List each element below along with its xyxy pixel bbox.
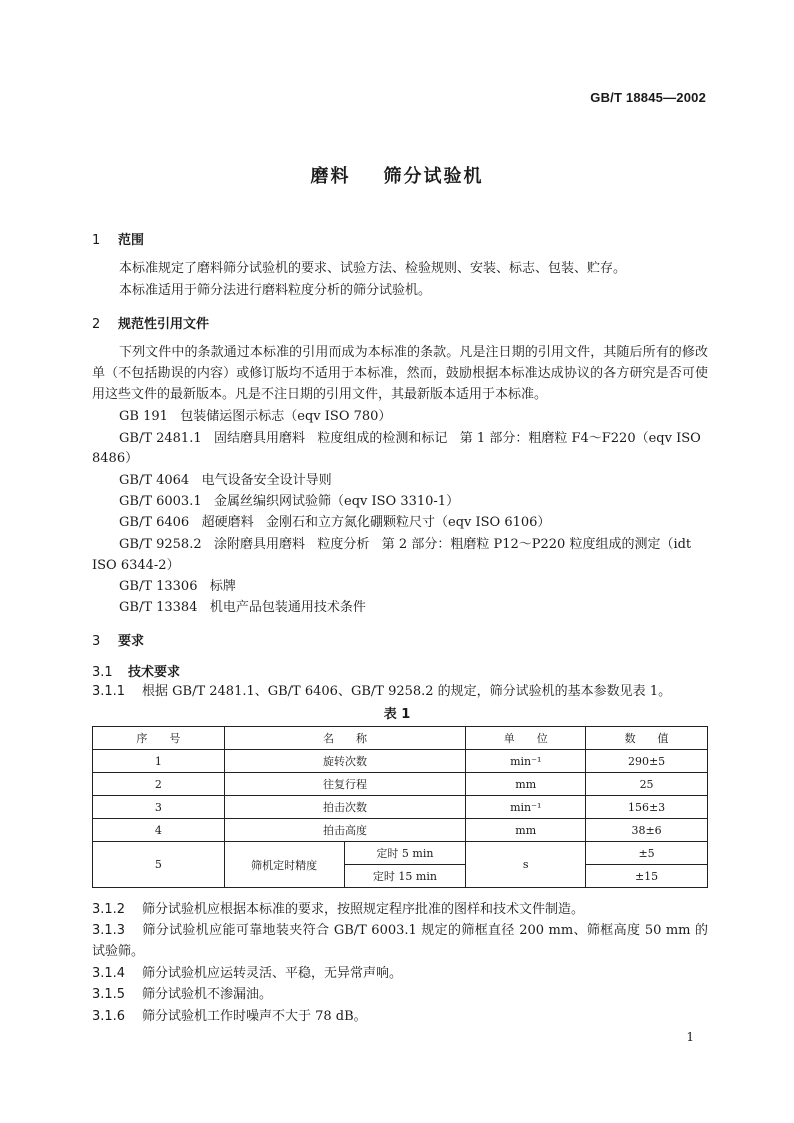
reference-item: GB 191 包装储运图示标志（eqv ISO 780） [119, 409, 392, 424]
header-cell-unit: 单 位 [466, 727, 586, 750]
reference-item: GB/T 2481.1 固结磨具用磨料 粒度组成的检测和标记 第 1 部分：粗磨粒 F4～F220（eqv ISO [119, 431, 701, 446]
table-row [93, 819, 708, 842]
table-row [93, 750, 708, 773]
cell-number: 3 [93, 796, 225, 819]
subsection-3-1-title: 技术要求 [128, 665, 181, 680]
header-cell-number: 序 号 [93, 727, 225, 750]
clause-number: 3.1.2 [92, 902, 126, 917]
cell-value: 25 [586, 773, 708, 796]
clause-3-1-6 [92, 1006, 367, 1027]
section-3-title: 要求 [118, 634, 145, 649]
cell-unit: s [466, 842, 586, 888]
cell-value: ±5 [586, 842, 708, 865]
document-title: 磨料 筛分试验机 [310, 166, 484, 187]
clause-text: 根据 GB/T 2481.1、GB/T 6406、GB/T 9258.2 的规定，筛分试验机的基本参数见表 1。 [142, 684, 672, 699]
reference-item: GB/T 6406 超硬磨料 金刚石和立方氮化硼颗粒尺寸（eqv ISO 6106） [119, 515, 551, 530]
standard-code: GB/T 18845—2002 [590, 90, 706, 105]
table-caption: 表 1 [383, 707, 411, 722]
cell-unit: mm [466, 819, 586, 842]
clause-text: 筛分试验机应能可靠地装夹符合 GB/T 6003.1 规定的筛框直径 200 mm、筛框高度 50 mm 的试验筛。 [92, 923, 708, 959]
reference-item-continuation: ISO 6344-2） [92, 558, 180, 573]
cell-sub-condition: 定时 15 min [344, 865, 466, 888]
clause-3-1-3 [92, 920, 708, 962]
reference-item: GB/T 6003.1 金属丝编织网试验筛（eqv ISO 3310-1） [119, 494, 460, 509]
clause-text: 筛分试验机应根据本标准的要求，按照规定程序批准的图样和技术文件制造。 [142, 902, 585, 917]
clause-number: 3.1.4 [92, 966, 126, 981]
cell-name: 筛机定时精度 [224, 842, 344, 888]
section-1-paragraph: 本标准规定了磨料筛分试验机的要求、试验方法、检验规则、安装、标志、包装、贮存。 [119, 261, 627, 276]
reference-item: GB/T 9258.2 涂附磨具用磨料 粒度分析 第 2 部分：粗磨粒 P12～P220 粒度组成的测定（idt [119, 537, 692, 552]
clause-3-1-2 [92, 899, 584, 920]
header-cell-name: 名 称 [224, 727, 466, 750]
clause-3-1-5 [92, 984, 272, 1005]
reference-item: GB/T 4064 电气设备安全设计导则 [119, 473, 332, 488]
clause-text: 筛分试验机应运转灵活、平稳，无异常声响。 [142, 966, 403, 981]
clause-number: 3.1.5 [92, 987, 126, 1002]
table-row [93, 796, 708, 819]
reference-item: GB/T 13384 机电产品包装通用技术条件 [119, 600, 366, 615]
section-1-heading [92, 229, 144, 248]
section-3-heading [92, 630, 144, 649]
section-3-number: 3 [92, 634, 101, 649]
cell-value: ±15 [586, 865, 708, 888]
cell-value: 38±6 [586, 819, 708, 842]
section-1-paragraph: 本标准适用于筛分法进行磨料粒度分析的筛分试验机。 [119, 283, 432, 298]
clause-3-1-1 [92, 681, 671, 702]
table-row [93, 773, 708, 796]
clause-number: 3.1.1 [92, 684, 126, 699]
section-2-title: 规范性引用文件 [118, 317, 210, 332]
reference-item: GB/T 13306 标牌 [119, 579, 236, 594]
section-2-intro: 下列文件中的条款通过本标准的引用而成为本标准的条款。凡是注日期的引用文件，其随后所有的修改单（不包括勘误的内容）或修订版均不适用于本标准，然而，鼓励根据本标准达成协议的各方研究是否可使用这些文件的最新版本。凡是不注日期的引用文件，其最新版本适用于本标准。 [92, 345, 708, 402]
table-header-row [93, 727, 708, 750]
clause-3-1-4 [92, 963, 402, 984]
cell-unit: mm [466, 773, 586, 796]
cell-unit: min⁻¹ [466, 796, 586, 819]
section-2-number: 2 [92, 317, 101, 332]
parameters-table [92, 726, 708, 888]
cell-unit: min⁻¹ [466, 750, 586, 773]
cell-number: 2 [93, 773, 225, 796]
cell-name: 拍击次数 [224, 796, 466, 819]
reference-item-continuation: 8486） [92, 451, 139, 466]
cell-value: 156±3 [586, 796, 708, 819]
subsection-3-1-number: 3.1 [92, 665, 113, 680]
section-1-title: 范围 [118, 233, 145, 248]
cell-number: 4 [93, 819, 225, 842]
cell-value: 290±5 [586, 750, 708, 773]
section-1-number: 1 [92, 233, 101, 248]
cell-name: 往复行程 [224, 773, 466, 796]
page-number: 1 [686, 1030, 694, 1044]
table-row [93, 842, 708, 865]
section-2-heading [92, 313, 209, 332]
clause-text: 筛分试验机工作时噪声不大于 78 dB。 [142, 1009, 367, 1024]
header-cell-value: 数 值 [586, 727, 708, 750]
clause-number: 3.1.3 [92, 923, 126, 938]
cell-name: 拍击高度 [224, 819, 466, 842]
cell-number: 5 [93, 842, 225, 888]
clause-text: 筛分试验机不渗漏油。 [142, 987, 273, 1002]
cell-number: 1 [93, 750, 225, 773]
subsection-3-1-heading [92, 661, 180, 680]
cell-sub-condition: 定时 5 min [344, 842, 466, 865]
clause-number: 3.1.6 [92, 1009, 126, 1024]
cell-name: 旋转次数 [224, 750, 466, 773]
